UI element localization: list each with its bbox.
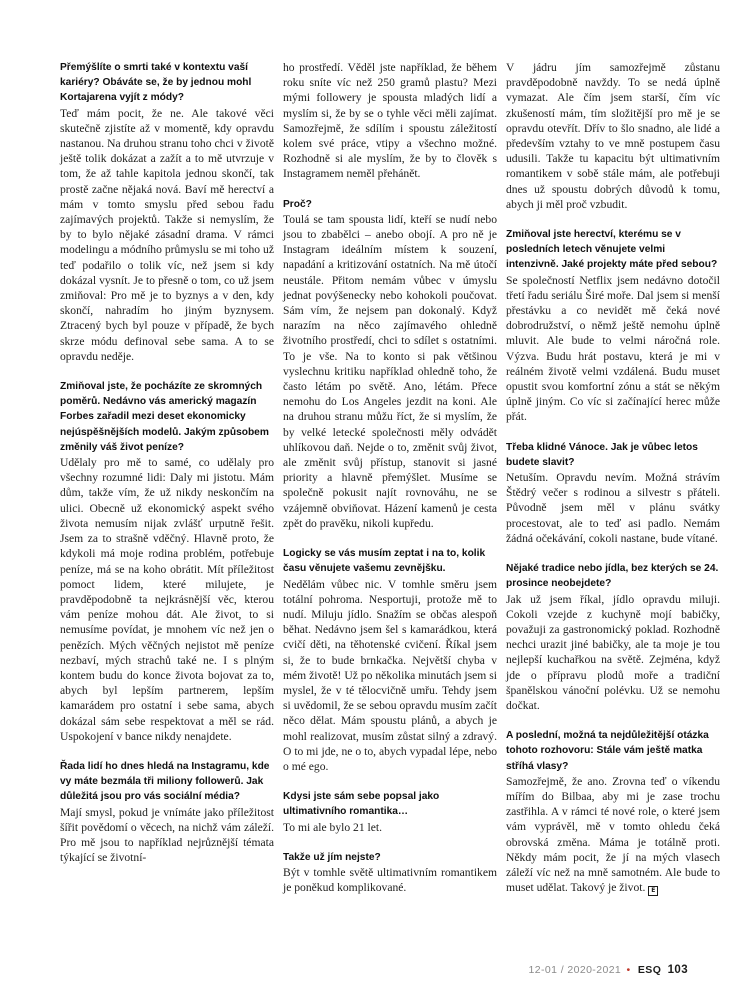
interview-question: Kdysi jste sám sebe popsal jako ultimativního romantika… (283, 791, 440, 818)
qa-block (506, 440, 720, 546)
interview-question: A poslední, možná ta nejdůležitější otázka tohoto rozhovoru: Stále vám ještě matka stříhá vlasy? (506, 730, 709, 772)
footer-separator: • (626, 964, 631, 976)
interview-answer (506, 774, 720, 896)
answer-text: Samozřejmě, že ano. Zrovna teď o víkendu mířím do Bilbaa, aby mi je zase trochu zastřihla. A v rámci té nové role, o které jsem vám vyprávěl, mě v tomto ohledu čeká obrovská změna. Máma je totálně proti. Někdy mám pocit, že jí na mých vlasech záleží víc než na mně samotném. Ale bude to muset udělat. Takový je život. (506, 774, 720, 895)
qa-block (283, 850, 497, 896)
interview-answer: V jádru jím samozřejmě zůstanu pravděpodobně navždy. To se nedá úplně vymazat. Ale čím jsem starší, čím víc zkušeností mám, tím složitější pro mě je se opravdu otevřít. Dřív to šlo snadno, ale lidé a především vztahy to ve mně postupem času udusili. Takže tu kapacitu být ultimativním romantikem v sobě stále mám, ale potřebuji dnes už spoustu dobrých důvodů k tomu, abych ji měl proč vzbudit. (506, 61, 720, 211)
qa-block (60, 759, 274, 865)
interview-answer: Jak už jsem říkal, jídlo opravdu miluji. Cokoli vzejde z kuchyně mojí babičky, považuji za gastronomický poklad. Rozhodně nechci urazit jiné babičky, ale ta moje je tou nejlepší kuchařkou na světě. Zejména, když jde o přípravu plodů moře a tradiční španělskou vánoční polévku. Už se nemohu dočkat. (506, 592, 720, 712)
end-of-article-icon: E (648, 886, 658, 896)
qa-block (283, 546, 497, 774)
interview-answer: Mají smysl, pokud je vnímáte jako příležitost šířit povědomí o věcech, na nichž vám záleží. Pro mě jsou to například nejrůznější témata týkající se životní- (60, 805, 274, 865)
interview-question: Proč? (283, 198, 312, 210)
magazine-brand: ESQ (637, 964, 662, 976)
interview-answer: Nedělám vůbec nic. V tomhle směru jsem totální pohroma. Nesportuji, protože mě to nudí. Miluju jídlo. Snažím se občas alespoň běhat. Nedávno jsem šel s kamarádkou, která cvičí děti, na těhotenské cvičení. Říkal jsem si, že to bude brnkačka. Největší chyba v mém životě! Už po několika minutách jsem si myslel, že v té tělocvičně umřu. Tehdy jsem si uvědomil, že se sebou opravdu musím začít něco dělat. Mám spoustu plánů, a abych je mohl realizovat, musím zůstat silný a zdravý. O to mi jde, ne o to, abych vypadal lépe, nebo o mé ego. (283, 577, 497, 773)
qa-block (283, 197, 497, 531)
interview-question: Zmiňoval jste, že pocházíte ze skromných poměrů. Nedávno vás americký magazín Forbes zařadil mezi deset ekonomicky nejúspěšnějších modelů. Jakým způsobem změnily váš život peníze? (60, 381, 269, 453)
interview-answer: To mi ale bylo 21 let. (283, 820, 383, 834)
interview-answer: Se společností Netflix jsem nedávno dotočil třetí řadu seriálu Širé moře. Dal jsem si menší přestávku a co nevidět mě čeká nové dobrodružství, o němž ještě nemohu úplně mluvit. Ale bude to velmi náročná role. Výzva. Budu hrát postavu, která je mi v reálném životě velmi vzdálená. Budu muset opustit svou komfortní zónu a stát se někým úplně jiným. Co víc si začínající herec může přát. (506, 273, 720, 424)
qa-block (506, 60, 720, 212)
interview-answer: ho prostředí. Věděl jste například, že během roku sníte víc než 250 gramů plastu? Mezi mými followery je spousta mladých lidí a myslím si, že by se o tyhle věci měli zajímat. Samozřejmě, že sdílím i spoustu záležitostí kolem své práce, vtipy a všechno možné. Rozhodně si ale myslím, že by to člověk s Instagramem neměl přehánět. (283, 61, 497, 181)
page-footer (529, 964, 688, 976)
interview-question: Řada lidí ho dnes hledá na Instagramu, kde vy máte bezmála tři miliony followerů. Jak důležitá jsou pro vás sociální média? (60, 760, 270, 803)
column-1 (60, 60, 274, 910)
interview-question: Nějaké tradice nebo jídla, bez kterých se 24. prosince neobejdete? (506, 563, 719, 590)
qa-block (283, 60, 497, 182)
qa-block (506, 227, 720, 425)
interview-answer: Netuším. Opravdu nevím. Možná strávím Štědrý večer s rodinou a silvestr s přáteli. Původně jsem měl v plánu svátky procestovat, ale to teď asi padlo. Nemám žádná očekávání, cokoli nastane, bude vítané. (506, 471, 720, 545)
interview-answer: Teď mám pocit, že ne. Ale takové věci skutečně zjistíte až v momentě, kdy opravdu nastanou. Na druhou stranu toho chci v životě ještě tolik dokázat a zažít a to mě utvrzuje v tom, že až tahle kapitola jednou skončí, tak prostě začne nějaká nová. Baví mě herectví a mám v tomto smyslu před sebou řadu zajímavých projektů. Takže si nemyslím, že by to bylo nějaké zásadní drama. V rámci modelingu a módního průmyslu se mi toho už teď podařilo o tolik víc, než jsem si kdy dokázal vysnít. Je to přesně o tom, co už jsem zmiňoval: Pro mě je to byznys a v den, kdy skončí, nahradím ho jiným byznysem. Ztracený bych byl pouze v případě, že bych skrze módu definoval sebe sama. A to se opravdu neděje. (60, 106, 274, 363)
qa-block (60, 379, 274, 744)
column-3 (506, 60, 720, 910)
interview-question: Logicky se vás musím zeptat i na to, kolik času věnujete vašemu zevnějšku. (283, 548, 486, 575)
column-2 (283, 60, 497, 910)
interview-answer: Toulá se tam spousta lidí, kteří se nudí nebo jsou to zbabělci – anebo obojí. A pro ně je Instagram ideálním místem k souzení, napadání a kritizování ostatních. Na mě útočí neustále. Přitom nemám vůbec v úmyslu jednat povýšenecky nebo kohokoli poučovat. Sám vím, že nejsem pan dokonalý. Když narazím na něco zajímavého ohledně životního prostředí, chci to sdílet s ostatními. To je vše. Na to konto si pak většinou vyslechnu kritiku například ohledně toho, že často létám po světě. Ano, létám. Přece nemohu do Los Angeles jezdit na koni. Ale na druhou stranu můžu říct, že si myslím, že by velké letecké společnosti měly odvádět uhlíkovou daň. Nejde o to, změnit svůj život, ale změnit svůj přístup, stanovit si jasné priority a hlavně přemýšlet. Musíme se společně pokusit najít rovnováhu, ne se vzájemně obviňovat. Házení kamenů je cesta zpět do pravěku, nikoli kupředu. (283, 212, 497, 530)
page-number: 103 (667, 964, 688, 976)
qa-block (506, 728, 720, 895)
issue-date: 12-01 / 2020-2021 (528, 964, 622, 976)
interview-answer: Udělaly pro mě to samé, co udělaly pro všechny rozumné lidi: Daly mi jistotu. Mám dům, takže vím, že už nikdy neskončím na ulici. Obecně už ekonomický aspekt svého života nemusím nijak zvlášť urputně řešit. Jsem za to strašně vděčný. Hlavně proto, že kdykoli má moje rodina problém, potřebuje peníze, má se na koho obrátit. Mít příležitost pomoct lidem, které milujete, je pravděpodobně ta nejkrásnější věc, kterou vám peníze mohou dát. Ale život, to si nemusíme povídat, je mnohem víc než jen o penězích. Mých věčných nejistot mě peníze nezbaví, mých strachů také ne. I s plným kontem budu do konce života bojovat za to, abych byl lepším partnerem, lepším kamarádem pro ostatní i sebe sama, abych dokázal sám sebe respektovat a měl se rád. Uspokojení v bance nikdy nenajdete. (60, 456, 274, 743)
article-columns (60, 60, 720, 910)
interview-answer: Být v tomhle světě ultimativním romantikem je poněkud komplikované. (283, 865, 497, 895)
qa-block (506, 561, 720, 713)
qa-block (283, 789, 497, 835)
interview-question: Přemýšlíte o smrti také v kontextu vaší kariéry? Obáváte se, že by jednou mohl Kortajarena vyjít z módy? (60, 62, 252, 104)
qa-block (60, 60, 274, 364)
interview-question: Zmiňoval jste herectví, kterému se v posledních letech věnujete velmi intenzivně. Jaké projekty máte před sebou? (506, 229, 718, 271)
interview-question: Třeba klidné Vánoce. Jak je vůbec letos budete slavit? (506, 441, 698, 468)
interview-question: Takže už jím nejste? (283, 851, 381, 863)
